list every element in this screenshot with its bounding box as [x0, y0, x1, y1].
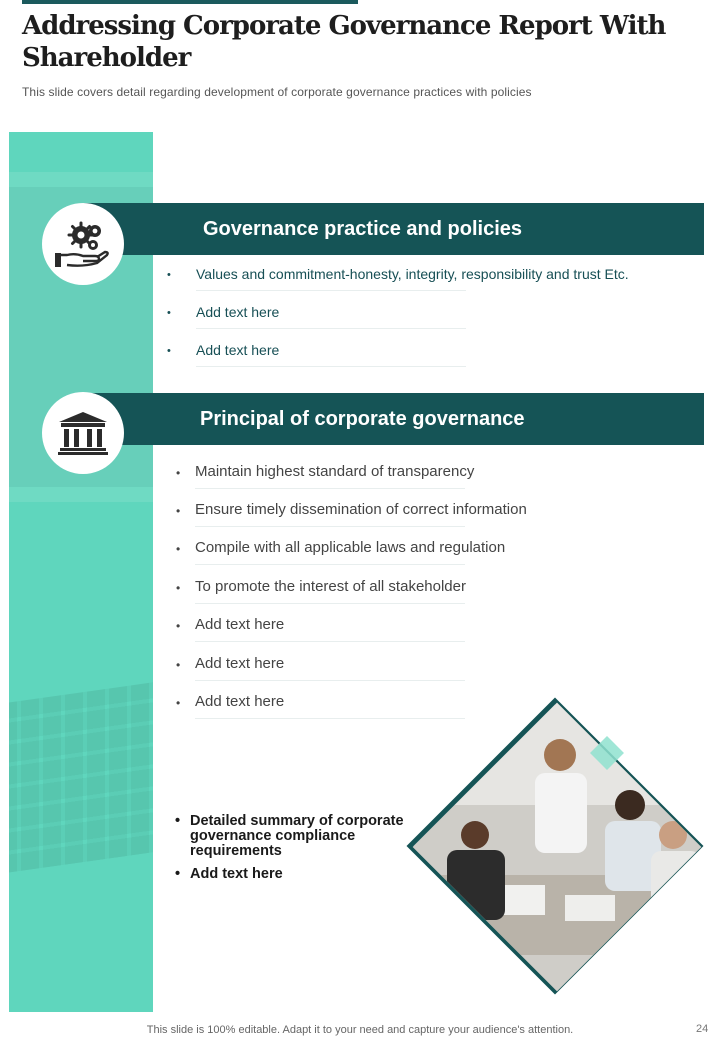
bullet: •	[176, 466, 181, 480]
bank-building-icon-badge	[42, 392, 124, 474]
top-accent-bar	[22, 0, 358, 4]
bullet: •	[176, 696, 181, 710]
item-divider	[196, 366, 466, 367]
bullet: •	[176, 542, 181, 556]
bullet: •	[176, 581, 181, 595]
page-title: Addressing Corporate Governance Report With Shareholder	[22, 11, 666, 73]
item-divider	[195, 641, 465, 642]
item-divider	[196, 328, 466, 329]
section-title: Principal of corporate governance	[200, 407, 525, 430]
item-divider	[195, 526, 465, 527]
section-header-governance	[82, 203, 704, 255]
bullet: •	[167, 345, 171, 357]
section-title: Governance practice and policies	[203, 217, 523, 240]
hand-gears-icon-badge	[42, 203, 124, 285]
section-header-principal	[82, 393, 704, 445]
item-divider	[195, 718, 465, 719]
summary-item: • Detailed summary of corporate governance compliance requirements	[175, 814, 415, 859]
team-meeting-illustration	[413, 703, 701, 991]
item-divider	[196, 290, 466, 291]
page-subtitle: This slide covers detail regarding development of corporate governance practices with policies	[22, 85, 532, 99]
bullet: •	[167, 307, 171, 319]
item-divider	[195, 488, 465, 489]
summary-list	[175, 814, 415, 890]
laptop-keyboard	[9, 680, 153, 874]
page-number: 24	[696, 1023, 709, 1035]
bullet: •	[176, 504, 181, 518]
bank-building-icon	[57, 410, 109, 456]
bullet: •	[176, 658, 181, 672]
hand-gears-icon	[53, 219, 113, 269]
summary-item: • Add text here	[175, 867, 415, 882]
item-divider	[195, 603, 465, 604]
footer-note: This slide is 100% editable. Adapt it to your need and capture your audience's attention.	[146, 1024, 574, 1036]
item-divider	[195, 564, 465, 565]
bullet: •	[176, 619, 181, 633]
item-divider	[195, 680, 465, 681]
team-meeting-photo	[413, 703, 701, 991]
bullet: •	[167, 269, 171, 281]
